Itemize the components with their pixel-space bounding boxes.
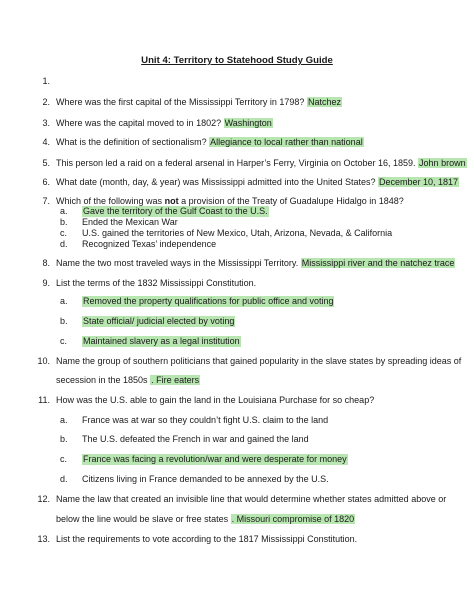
question-text: Where was the capital moved to in 1802?	[56, 118, 222, 128]
question-number: 4.	[42, 137, 50, 147]
question-number: 13.	[37, 534, 50, 544]
highlighted-answer: Washington	[224, 118, 272, 128]
option-letter: c.	[60, 336, 68, 346]
option-letter: b.	[60, 316, 68, 326]
question-number: 1.	[42, 76, 50, 86]
question-number: 11.	[38, 395, 50, 405]
question-text: List the requirements to vote according to the 1817 Mississippi Constitution.	[56, 534, 358, 544]
question-text: What is the definition of sectionalism?	[56, 137, 207, 147]
question-number: 9.	[42, 278, 50, 288]
question-text: Where was the first capital of the Mississippi Territory in 1798?	[56, 97, 305, 107]
question-text: What date (month, day, & year) was Mississippi admitted into the United States?	[56, 177, 376, 187]
question-text: List the terms of the 1832 Mississippi Constitution.	[56, 278, 257, 288]
question-text: Name the two most traveled ways in the Mississippi Territory.	[56, 258, 299, 268]
question-text-continued: a provision of the Treaty of Guadalupe Hidalgo in 1848?	[181, 196, 404, 206]
option-letter: b.	[60, 434, 68, 444]
highlighted-option-text: France was facing a revolution/war and were desperate for money	[83, 454, 347, 464]
option-text: Recognized Texas’ independence	[82, 239, 217, 249]
question-number: 12.	[37, 494, 50, 504]
question-text-continued: secession in the 1850s	[56, 375, 148, 385]
question-text-continued: below the line would be slave or free states	[56, 514, 229, 524]
option-letter: c.	[60, 454, 68, 464]
question-text: This person led a raid on a federal arsenal in Harper’s Ferry, Virginia on October 16, 1859.	[56, 158, 416, 168]
question-number: 3.	[42, 118, 50, 128]
highlighted-option-text: Maintained slavery as a legal institution	[83, 336, 240, 346]
question-text: Name the law that created an invisible line that would determine whether states admitted above or	[56, 494, 447, 504]
option-letter: d.	[60, 474, 68, 484]
highlighted-answer: . Missouri compromise of 1820	[231, 514, 355, 524]
question-number: 2.	[42, 97, 50, 107]
option-letter: b.	[60, 217, 68, 227]
question-number: 5.	[42, 158, 50, 168]
option-text: Citizens living in France demanded to be annexed by the U.S.	[82, 474, 329, 484]
option-text: Ended the Mexican War	[82, 217, 178, 227]
question-text: Name the group of southern politicians that gained popularity in the slave states by spreading ideas of	[56, 356, 462, 366]
question-number: 8.	[42, 258, 50, 268]
option-letter: d.	[60, 239, 68, 249]
option-text: France was at war so they couldn’t fight U.S. claim to the land	[82, 415, 329, 425]
highlighted-option-text: State official/ judicial elected by voting	[83, 316, 235, 326]
option-letter: a.	[60, 415, 68, 425]
highlighted-answer: John brown	[419, 158, 466, 168]
question-text: How was the U.S. able to gain the land in the Louisiana Purchase for so cheap?	[56, 395, 375, 405]
highlighted-answer: Allegiance to local rather than national	[210, 137, 363, 147]
highlighted-option-text: Gave the territory of the Gulf Coast to the U.S.	[83, 206, 268, 216]
question-number: 10.	[37, 356, 50, 366]
option-text: The U.S. defeated the French in war and gained the land	[82, 434, 309, 444]
highlighted-answer: Mississippi river and the natchez trace	[301, 258, 455, 268]
option-letter: a.	[60, 206, 68, 216]
highlighted-answer: December 10, 1817	[379, 177, 459, 187]
highlighted-answer: Natchez	[307, 97, 341, 107]
page-title: Unit 4: Territory to Statehood Study Guide	[141, 55, 333, 66]
emphasis-word: not	[164, 196, 179, 206]
highlighted-option-text: Removed the property qualifications for public office and voting	[83, 296, 334, 306]
question-number: 7.	[42, 196, 50, 206]
option-letter: a.	[60, 296, 68, 306]
question-text: Which of the following was	[56, 196, 163, 206]
highlighted-answer: . Fire eaters	[151, 375, 200, 385]
option-text: U.S. gained the territories of New Mexico, Utah, Arizona, Nevada, & California	[82, 228, 393, 238]
option-letter: c.	[60, 228, 68, 238]
question-number: 6.	[42, 177, 50, 187]
